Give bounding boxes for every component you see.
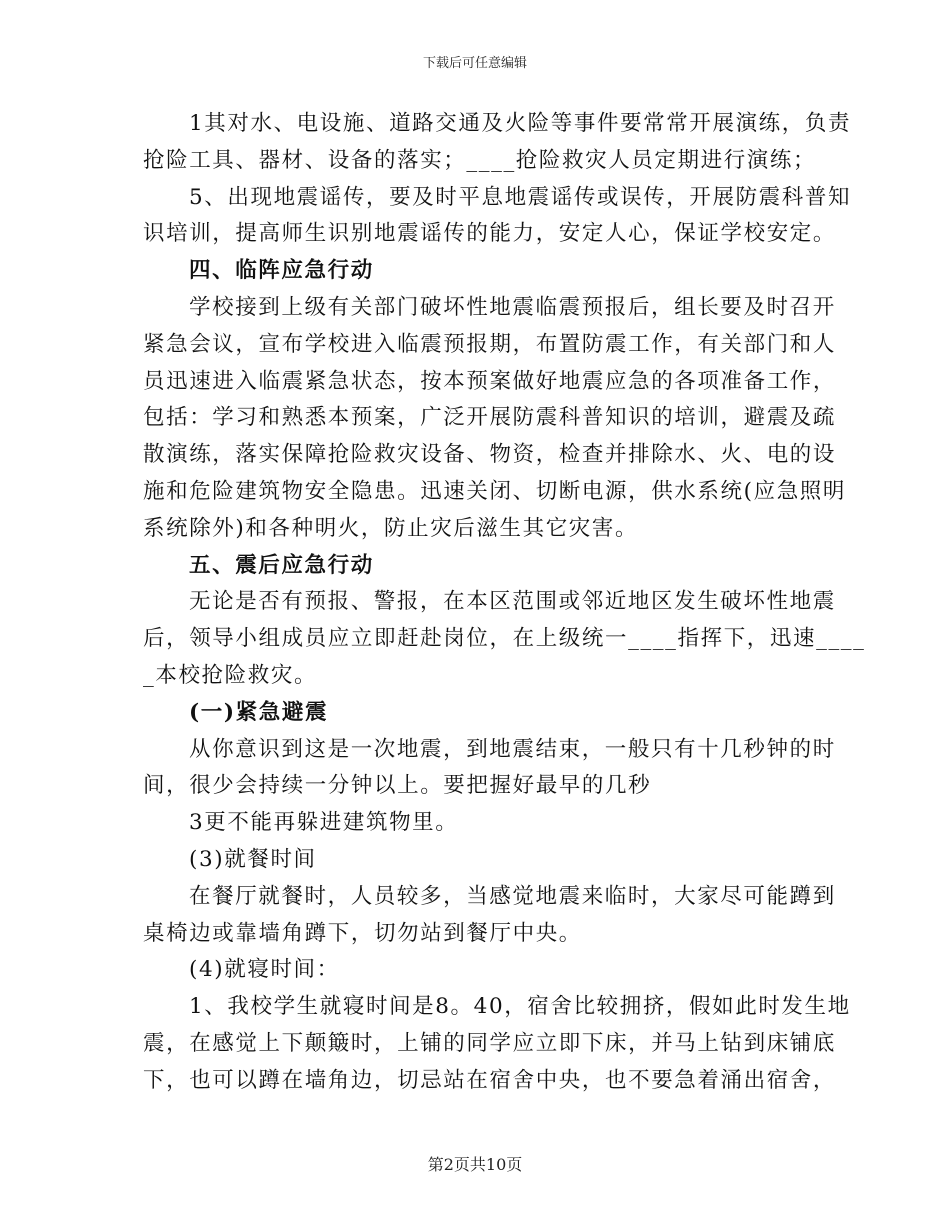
text-line: 震，在感觉上下颠簸时，上铺的同学应立即下床，并马上钻到床铺底 xyxy=(143,1030,837,1056)
text-line: 紧急会议，宣布学校进入临震预报期，布置防震工作，有关部门和人 xyxy=(143,331,837,357)
text-line: 施和危险建筑物安全隐患。迅速关闭、切断电源，供水系统(应急照明 xyxy=(143,478,846,504)
text-line: 下，也可以蹲在墙角边，切忌站在宿舍中央，也不要急着涌出宿舍， xyxy=(143,1067,837,1093)
text-line: 后，领导小组成员应立即赶赴岗位，在上级统一____指挥下，迅速____ xyxy=(143,626,866,652)
text-line: (4)就寝时间： xyxy=(189,957,340,983)
text-line: 抢险工具、器材、设备的落实；____抢险救灾人员定期进行演练； xyxy=(143,147,817,173)
text-line: 包括：学习和熟悉本预案，广泛开展防震科普知识的培训，避震及疏 xyxy=(143,405,837,431)
page-header: 下载后可任意编辑 xyxy=(422,56,527,71)
text-line: 员迅速进入临震紧急状态，按本预案做好地震应急的各项准备工作， xyxy=(143,368,837,394)
text-line: 5、出现地震谣传，要及时平息地震谣传或误传，开展防震科普知 xyxy=(189,184,852,210)
text-line: 散演练，落实保障抢险救灾设备、物资，检查并排除水、火、电的设 xyxy=(143,442,837,468)
text-line: _本校抢险救灾。 xyxy=(143,662,318,688)
text-line: 1其对水、电设施、道路交通及火险等事件要常常开展演练，负责 xyxy=(189,111,852,136)
text-line: 在餐厅就餐时，人员较多，当感觉地震来临时，大家尽可能蹲到 xyxy=(189,883,836,909)
text-line: 间，很少会持续一分钟以上。要把握好最早的几秒 xyxy=(143,773,652,799)
text-line: 从你意识到这是一次地震，到地震结束，一般只有十几秒钟的时 xyxy=(189,736,836,762)
text-line: 3更不能再躲进建筑物里。 xyxy=(189,810,459,836)
section-heading: 五、震后应急行动 xyxy=(189,552,374,578)
text-line: 1、我校学生就寝时间是8。40，宿舍比较拥挤，假如此时发生地 xyxy=(189,994,851,1020)
text-line: 无论是否有预报、警报，在本区范围或邻近地区发生破坏性地震 xyxy=(189,589,836,615)
text-line: (3)就餐时间 xyxy=(189,846,317,872)
text-line: 识培训，提高师生识别地震谣传的能力，安定人心，保证学校安定。 xyxy=(143,221,837,247)
section-heading: 四、临阵应急行动 xyxy=(189,258,374,284)
text-line: 桌椅边或靠墙角蹲下，切勿站到餐厅中央。 xyxy=(143,920,582,946)
page-footer: 第2页共10页 xyxy=(427,1155,523,1174)
section-heading: (一)紧急避震 xyxy=(189,699,329,725)
document-body xyxy=(143,106,866,1100)
text-line: 学校接到上级有关部门破坏性地震临震预报后，组长要及时召开 xyxy=(189,294,836,320)
text-line: 系统除外)和各种明火，防止灾后滋生其它灾害。 xyxy=(143,515,639,541)
